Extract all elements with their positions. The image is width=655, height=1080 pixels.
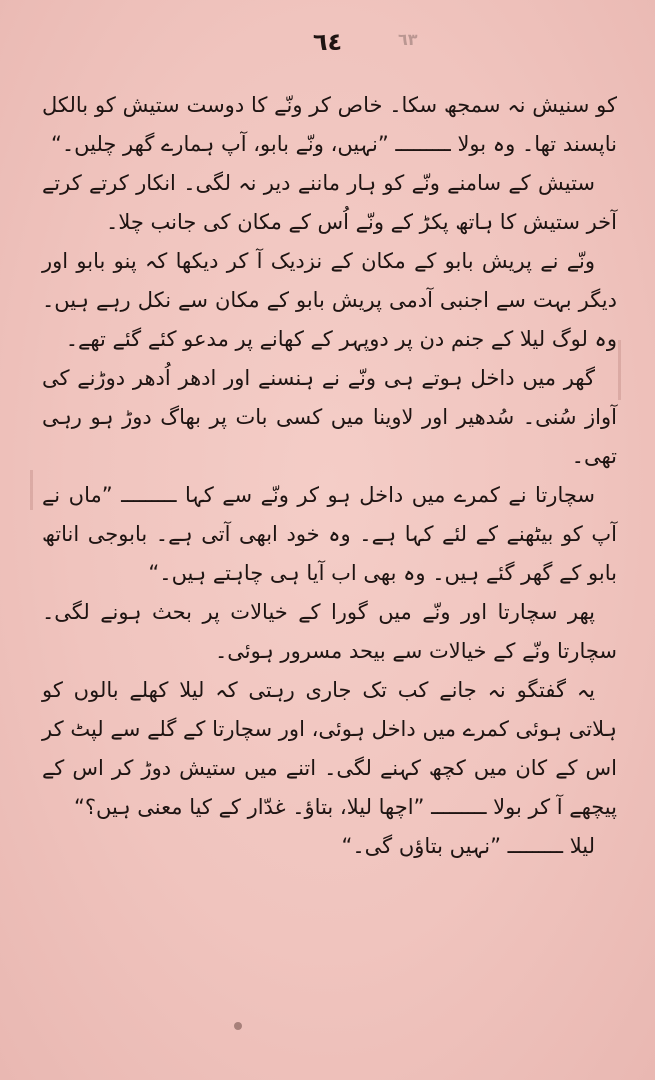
page-crease xyxy=(30,470,33,510)
page-number-bleedthrough: ٦٣ xyxy=(398,30,418,49)
paragraph: یہ گفتگو نہ جانے کب تک جاری رہتی کہ لیلا کھلے بالوں کو ہلاتی ہوئی کمرے میں داخل ہوئی، اور سچارتا کے گلے سے لپٹ کر اس کے کان میں کچھ کہنے لگی۔ اتنے میں ستیش دوڑ کر اس کے پیچھے آ کر بولا ـــــــــ ”اچھا لیلا، بتاؤ۔ غدّار کے کیا معنی ہیں؟“ xyxy=(42,678,617,819)
paragraph: ونّے نے پریش بابو کے مکان کے نزدیک آ کر دیکھا کہ پنو بابو اور دیگر بہت سے اجنبی آدمی پریش بابو کے مکان سے نکل رہے ہیں۔ وہ لوگ لیلا کے جنم دن پر دوپہر کے کھانے پر مدعو کئے گئے تھے۔ xyxy=(42,249,617,351)
paragraph: لیلا ـــــــــ ”نہیں بتاؤں گی۔“ xyxy=(341,834,595,858)
paragraph: سچارتا نے کمرے میں داخل ہو کر ونّے سے کہا ـــــــــ ”ماں نے آپ کو بیٹھنے کے لئے کہا ہے۔ وہ خود ابھی آتی ہے۔ بابوجی اناتھ بابو کے گھر گئے ہیں۔ وہ بھی اب آیا ہی چاہتے ہیں۔“ xyxy=(42,483,617,585)
page-number xyxy=(0,28,655,56)
paragraph: ستیش کے سامنے ونّے کو ہار ماننے دیر نہ لگی۔ انکار کرتے کرتے آخر ستیش کا ہاتھ پکڑ کے ونّے اُس کے مکان کی جانب چلا۔ xyxy=(42,171,617,234)
paragraph: پھر سچارتا اور ونّے میں گورا کے خیالات پر بحث ہونے لگی۔ سچارتا ونّے کے خیالات سے بیحد مسرور ہوئی۔ xyxy=(42,600,617,663)
paragraph: گھر میں داخل ہوتے ہی ونّے نے ہنسنے اور ادھر اُدھر دوڑنے کی آواز سُنی۔ سُدھیر اور لاوینا میں کسی بات پر بھاگ دوڑ ہو رہی تھی۔ xyxy=(42,366,617,468)
page-crease xyxy=(618,340,621,400)
paragraph: کو سنیش نہ سمجھ سکا۔ خاص کر ونّے کا دوست ستیش کو بالکل ناپسند تھا۔ وہ بولا ـــــــــ ”نہیں، ونّے بابو، آپ ہمارے گھر چلیں۔“ xyxy=(42,93,617,156)
page-number-text: ٦٤ xyxy=(312,28,343,56)
body-text xyxy=(42,86,617,866)
ink-spot xyxy=(234,1022,242,1030)
